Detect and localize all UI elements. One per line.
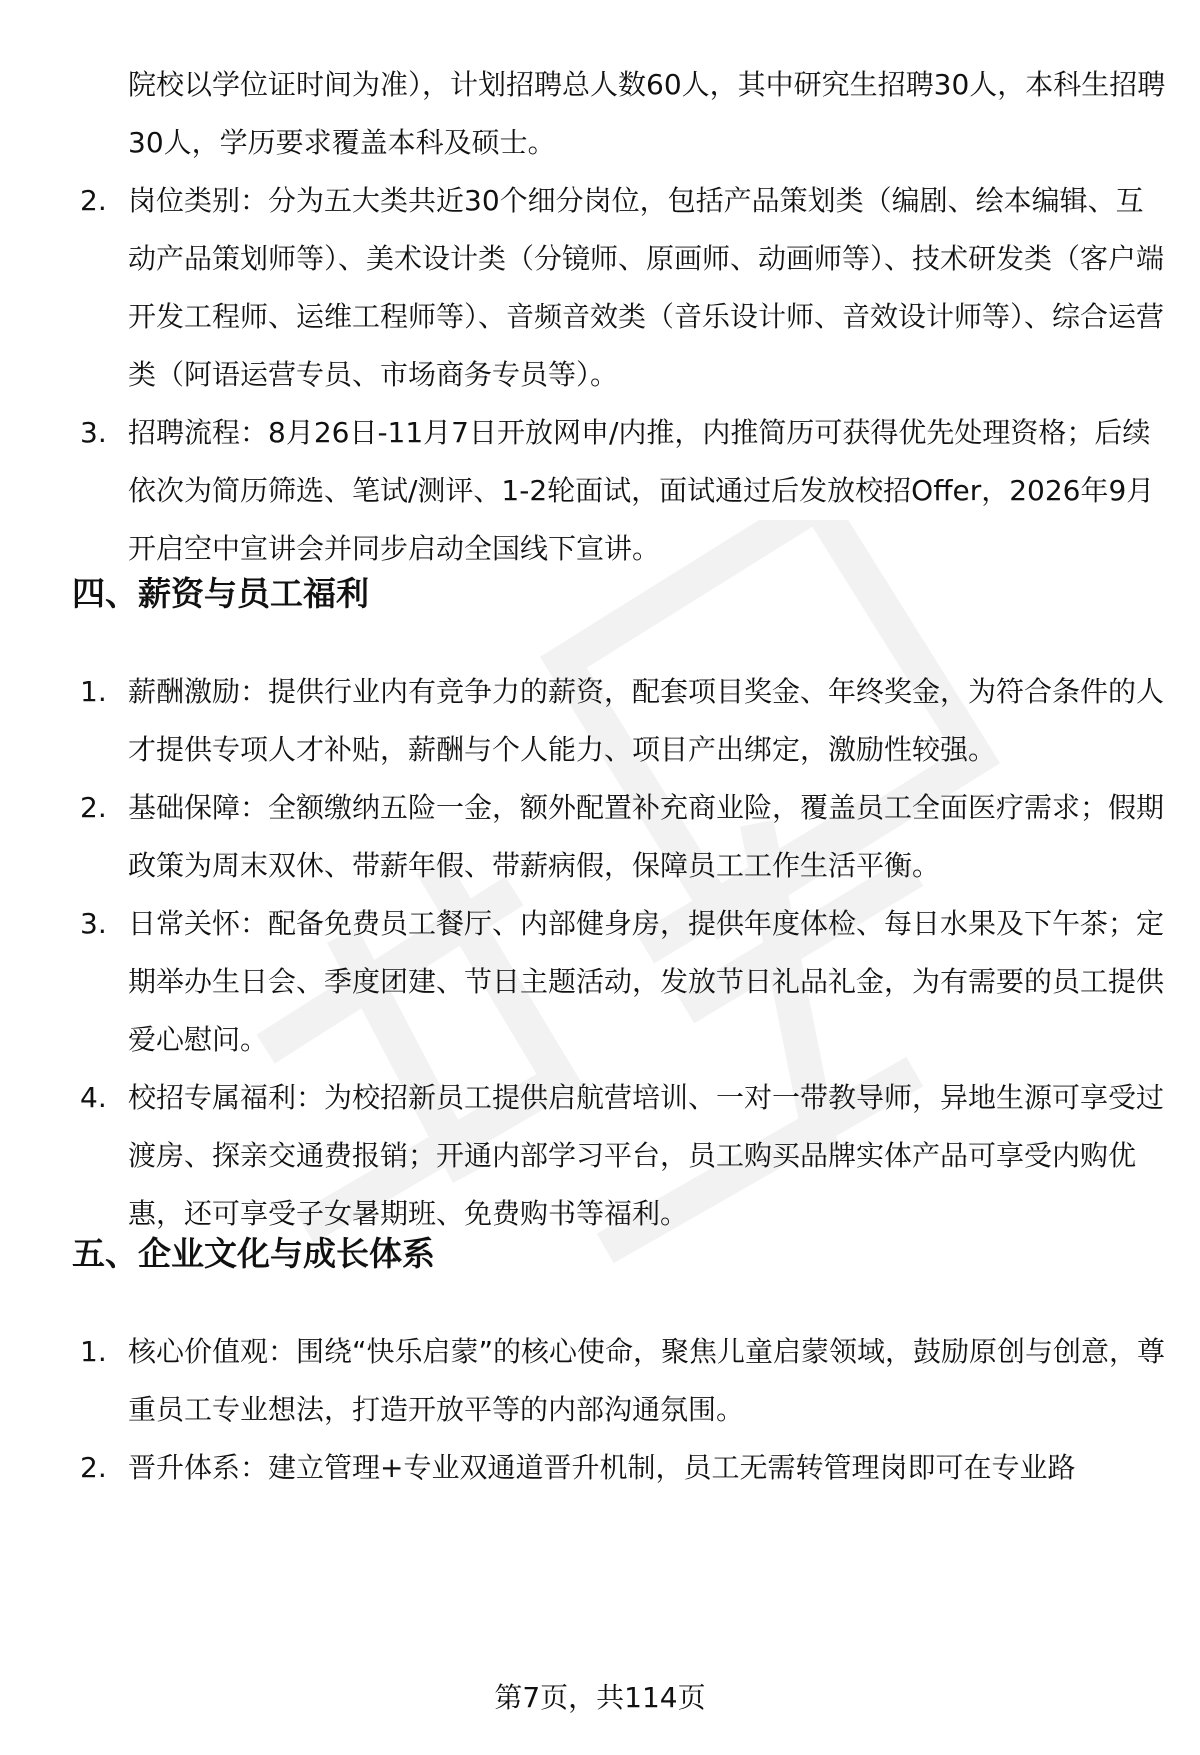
list-number: 3. [80,416,107,449]
continued-paragraph: 院校以学位证时间为准），计划招聘总人数60人，其中研究生招聘30人，本科生招聘30人，学历要求覆盖本科及硕士。 [128,68,1166,159]
list-text: 岗位类别：分为五大类共近30个细分岗位，包括产品策划类（编剧、绘本编辑、互动产品策划师等）、美术设计类（分镜师、原画师、动画师等）、技术研发类（客户端开发工程师、运维工程师等）、音频音效类（音乐设计师、音效设计师等）、综合运营类（阿语运营专员、市场商务专员等）。 [128,184,1165,391]
list-number: 2. [80,184,107,217]
list-item [80,1069,1170,1243]
list-text: 基础保障：全额缴纳五险一金，额外配置补充商业险，覆盖员工全面医疗需求；假期政策为周末双休、带薪年假、带薪病假，保障员工工作生活平衡。 [128,791,1165,882]
section-heading-culture: 五、企业文化与成长体系 [72,1234,435,1273]
list-text: 核心价值观：围绕“快乐启蒙”的核心使命，聚焦儿童启蒙领域，鼓励原创与创意，尊重员工专业想法，打造开放平等的内部沟通氛围。 [128,1335,1166,1426]
list-item [80,1323,1170,1439]
list-item [80,895,1170,1069]
list-text: 日常关怀：配备免费员工餐厅、内部健身房，提供年度体检、每日水果及下午茶；定期举办生日会、季度团建、节日主题活动，发放节日礼品礼金，为有需要的员工提供爱心慰问。 [128,907,1165,1056]
list-item [80,663,1170,779]
recruitment-list [80,172,1170,578]
list-item [80,172,1170,404]
list-item [80,779,1170,895]
list-number: 3. [80,907,107,940]
list-text: 薪酬激励：提供行业内有竞争力的薪资，配套项目奖金、年终奖金，为符合条件的人才提供专项人才补贴，薪酬与个人能力、项目产出绑定，激励性较强。 [128,675,1165,766]
list-number: 1. [80,675,107,708]
list-text: 招聘流程：8月26日-11月7日开放网申/内推，内推简历可获得优先处理资格；后续依次为简历筛选、笔试/测评、1-2轮面试，面试通过后发放校招Offer，2026年9月开启空中宣讲会并同步启动全国线下宣讲。 [128,416,1155,565]
list-text: 校招专属福利：为校招新员工提供启航营培训、一对一带教导师，异地生源可享受过渡房、探亲交通费报销；开通内部学习平台，员工购买品牌实体产品可享受内购优惠，还可享受子女暑期班、免费购书等福利。 [128,1081,1165,1230]
list-number: 2. [80,791,107,824]
list-number: 1. [80,1335,107,1368]
section-heading-salary: 四、薪资与员工福利 [72,574,369,613]
list-number: 4. [80,1081,107,1114]
page-footer: 第7页，共114页 [494,1681,706,1714]
salary-list [80,663,1170,1243]
list-text: 晋升体系：建立管理+专业双通道晋升机制，员工无需转管理岗即可在专业路 [128,1451,1076,1484]
culture-list [80,1323,1170,1497]
list-item [80,1439,1170,1497]
list-item [80,404,1170,578]
list-number: 2. [80,1451,107,1484]
